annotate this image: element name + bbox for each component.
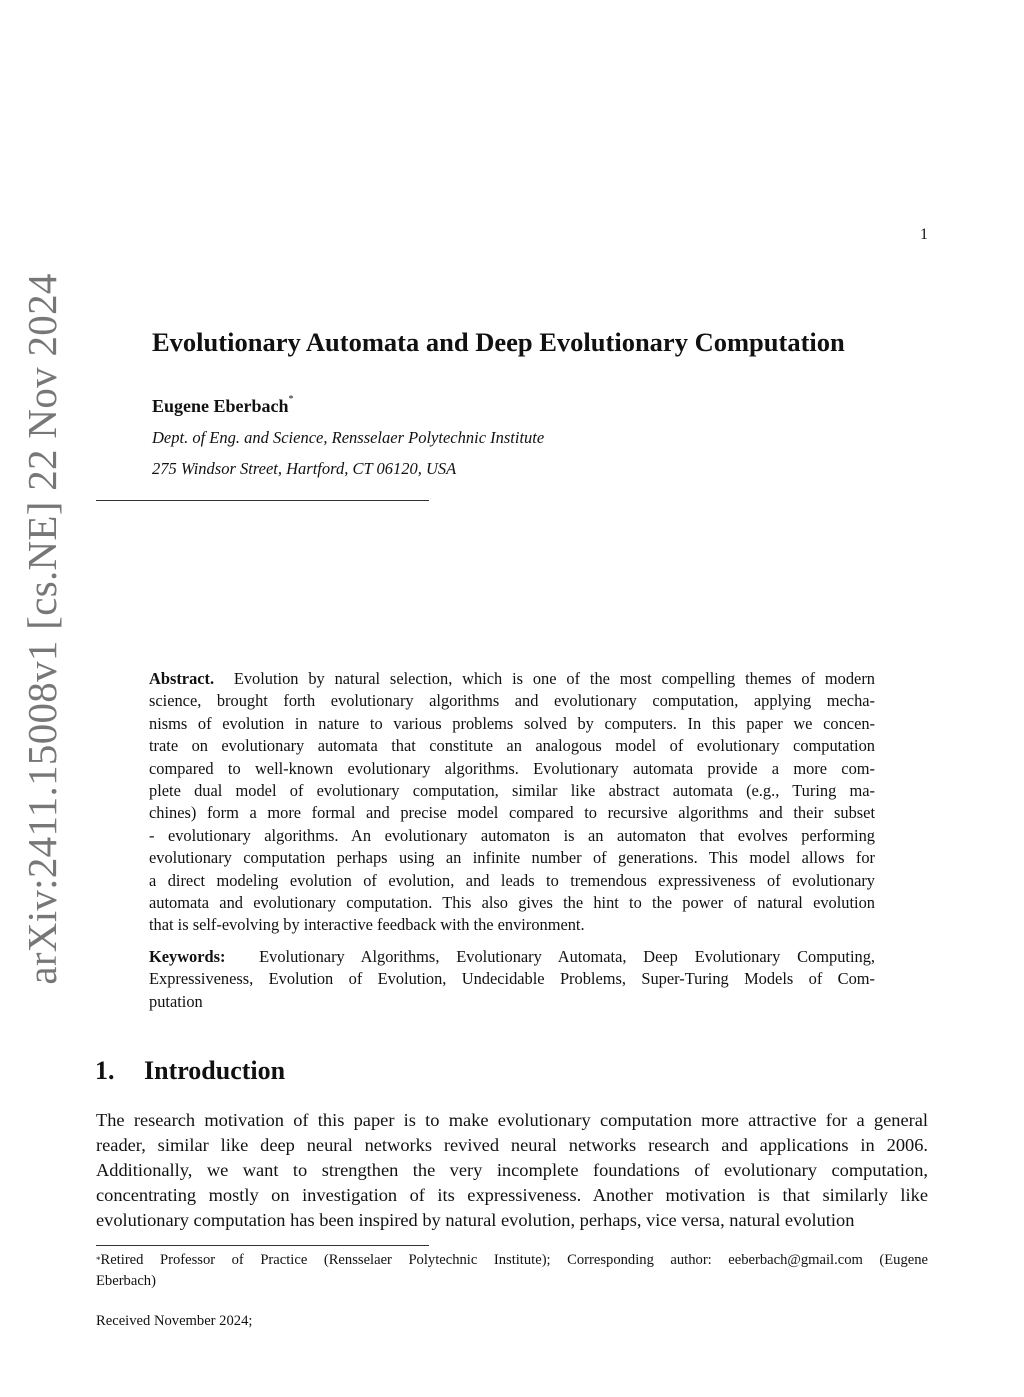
text-line: trate on evolutionary automata that constitute an analogous model of evolutionary computation: [149, 736, 875, 756]
text-line: that is self-evolving by interactive feedback with the environment.: [149, 915, 585, 935]
author: [152, 396, 294, 417]
arxiv-identifier: arXiv:2411.15008v1 [cs.NE] 22 Nov 2024: [19, 273, 65, 985]
affiliation-dept: Dept. of Eng. and Science, Rensselaer Polytechnic Institute: [152, 428, 545, 447]
keywords: [149, 946, 875, 1013]
line-text: Evolutionary Algorithms, Evolutionary Automata, Deep Evolutionary Computing,: [259, 947, 875, 966]
section-heading: [95, 1056, 285, 1086]
footnote: [96, 1250, 928, 1292]
text-line: reader, similar like deep neural networks revived neural networks research and applications in 2006.: [96, 1135, 928, 1155]
intro-paragraph: [96, 1108, 928, 1233]
text-line: chines) form a more formal and precise model compared to recursive algorithms and their subset: [149, 803, 875, 823]
received-date: Received November 2024;: [96, 1313, 253, 1329]
paper-title: Evolutionary Automata and Deep Evolutionary Computation: [152, 327, 845, 357]
text-line: Additionally, we want to strengthen the very incomplete foundations of evolutionary computation,: [96, 1160, 928, 1180]
text-line: a direct modeling evolution of evolution, and leads to tremendous expressiveness of evolutionary: [149, 870, 875, 890]
text-line: - evolutionary algorithms. An evolutionary automaton is an automaton that evolves performing: [149, 825, 875, 845]
text-line: nisms of evolution in nature to various problems solved by computers. In this paper we concen-: [149, 713, 875, 733]
abstract: [149, 668, 875, 937]
author-footnote-mark: *: [288, 394, 294, 405]
author-name: Eugene Eberbach: [152, 396, 289, 416]
section-number: 1.: [95, 1056, 115, 1085]
text-line: [149, 946, 875, 968]
affiliation-address: 275 Windsor Street, Hartford, CT 06120, USA: [152, 459, 457, 478]
text-line: concentrating mostly on investigation of its expressiveness. Another motivation is that similarly like: [96, 1185, 928, 1205]
text-line: science, brought forth evolutionary algorithms and evolutionary computation, applying mecha-: [149, 691, 875, 711]
header-rule: [96, 500, 429, 501]
label: Keywords:: [149, 947, 226, 966]
label: Abstract.: [149, 669, 215, 688]
text-line: evolutionary computation perhaps using an infinite number of generations. This model allows for: [149, 848, 875, 868]
text-line: plete dual model of evolutionary computation, similar like abstract automata (e.g., Turing ma-: [149, 781, 875, 801]
text-line: automata and evolutionary computation. This also gives the hint to the power of natural evolution: [149, 893, 875, 913]
footnote-line: Eberbach): [96, 1273, 156, 1289]
text-line: Expressiveness, Evolution of Evolution, Undecidable Problems, Super-Turing Models of Com-: [149, 969, 875, 989]
text-line: putation: [149, 991, 203, 1011]
footnote-line: [96, 1250, 928, 1271]
page-number: 1: [920, 226, 928, 243]
text-line: compared to well-known evolutionary algorithms. Evolutionary automata provide a more com-: [149, 758, 875, 778]
footnote-rule: [96, 1245, 429, 1246]
section-title: Introduction: [144, 1056, 286, 1085]
line-text: Evolution by natural selection, which is one of the most compelling themes of modern: [233, 669, 875, 688]
line-text: Retired Professor of Practice (Rensselaer Polytechnic Institute); Corresponding author: eeberbach@gmail.com (Eugene: [100, 1252, 928, 1268]
text-line: [149, 668, 875, 690]
text-line: The research motivation of this paper is to make evolutionary computation more attractive for a general: [96, 1110, 928, 1130]
footnote-mark: *: [96, 1255, 101, 1265]
text-line: evolutionary computation has been inspired by natural evolution, perhaps, vice versa, natural evolution: [96, 1210, 855, 1230]
